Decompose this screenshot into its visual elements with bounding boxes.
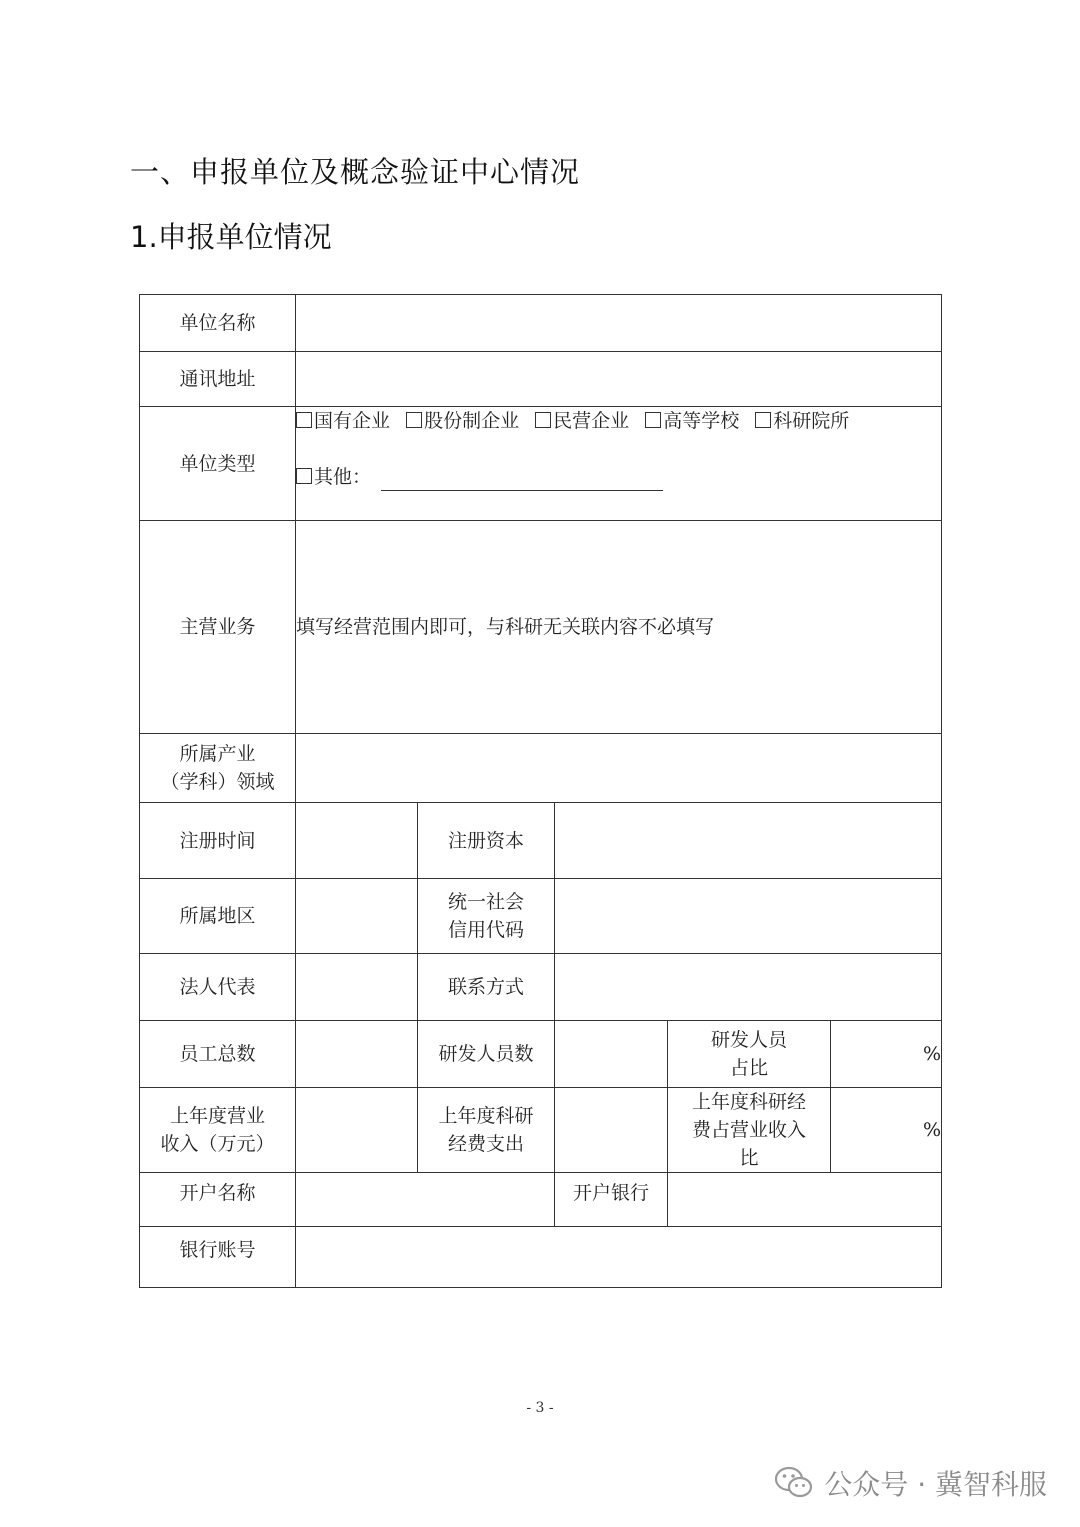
legal-rep-field[interactable] — [296, 954, 418, 1021]
checkbox-icon — [755, 412, 771, 428]
applicant-info-table — [139, 294, 942, 1288]
type-option-state-owned[interactable]: 国有企业 — [296, 410, 390, 432]
account-no-label: 银行账号 — [140, 1227, 296, 1288]
table-row — [140, 803, 942, 879]
other-type-blank[interactable] — [381, 468, 663, 491]
credit-code-field[interactable] — [555, 879, 942, 954]
account-no-field[interactable] — [296, 1227, 942, 1288]
account-name-label: 开户名称 — [140, 1173, 296, 1227]
account-name-field[interactable] — [296, 1173, 555, 1227]
table-row — [140, 1021, 942, 1088]
section-heading: 一、申报单位及概念验证中心情况 — [130, 155, 581, 189]
address-label: 通讯地址 — [140, 352, 296, 407]
region-field[interactable] — [296, 879, 418, 954]
staff-total-field[interactable] — [296, 1021, 418, 1088]
legal-rep-label: 法人代表 — [140, 954, 296, 1021]
reg-time-label: 注册时间 — [140, 803, 296, 879]
type-option-private[interactable]: 民营企业 — [535, 410, 629, 432]
staff-total-label: 员工总数 — [140, 1021, 296, 1088]
credit-code-label: 统一社会 信用代码 — [418, 879, 555, 954]
table-row — [140, 295, 942, 352]
region-label: 所属地区 — [140, 879, 296, 954]
type-option-joint-stock[interactable]: 股份制企业 — [406, 410, 519, 432]
type-option-university[interactable]: 高等学校 — [645, 410, 739, 432]
table-row — [140, 879, 942, 954]
table-row — [140, 407, 942, 521]
industry-field[interactable] — [296, 734, 942, 803]
rd-expense-field[interactable] — [555, 1088, 668, 1173]
rd-expense-ratio-label: 上年度科研经 费占营业收入 比 — [668, 1088, 831, 1173]
rd-expense-ratio-field[interactable]: % — [831, 1088, 942, 1173]
checkbox-icon — [535, 412, 551, 428]
checkbox-icon — [406, 412, 422, 428]
subsection-heading: 1.申报单位情况 — [130, 220, 332, 254]
contact-label: 联系方式 — [418, 954, 555, 1021]
reg-time-field[interactable] — [296, 803, 418, 879]
industry-label: 所属产业 （学科）领域 — [140, 734, 296, 803]
checkbox-icon — [645, 412, 661, 428]
type-option-research-institute[interactable]: 科研院所 — [755, 410, 849, 432]
revenue-field[interactable] — [296, 1088, 418, 1173]
bank-label: 开户银行 — [555, 1173, 668, 1227]
contact-field[interactable] — [555, 954, 942, 1021]
table-row — [140, 352, 942, 407]
checkbox-icon — [296, 412, 312, 428]
watermark-text: 公众号 · 冀智科服 — [824, 1468, 1047, 1501]
type-option-other[interactable]: 其他： — [296, 466, 371, 488]
unit-name-label: 单位名称 — [140, 295, 296, 352]
rd-expense-label: 上年度科研 经费支出 — [418, 1088, 555, 1173]
main-business-label: 主营业务 — [140, 521, 296, 734]
unit-name-field[interactable] — [296, 295, 942, 352]
table-row — [140, 734, 942, 803]
revenue-label: 上年度营业 收入（万元） — [140, 1088, 296, 1173]
rd-ratio-label: 研发人员 占比 — [668, 1021, 831, 1088]
reg-capital-field[interactable] — [555, 803, 942, 879]
unit-type-label: 单位类型 — [140, 407, 296, 521]
rd-staff-label: 研发人员数 — [418, 1021, 555, 1088]
table-row — [140, 1227, 942, 1288]
bank-field[interactable] — [668, 1173, 942, 1227]
reg-capital-label: 注册资本 — [418, 803, 555, 879]
table-row — [140, 521, 942, 734]
unit-type-options — [296, 407, 942, 521]
table-row — [140, 954, 942, 1021]
checkbox-icon — [296, 468, 312, 484]
wechat-icon — [774, 1466, 814, 1500]
main-business-field[interactable]: 填写经营范围内即可，与科研无关联内容不必填写 — [296, 521, 942, 734]
table-row — [140, 1173, 942, 1227]
watermark — [774, 1463, 1047, 1503]
page-number: - 3 - — [526, 1400, 554, 1416]
rd-staff-field[interactable] — [555, 1021, 668, 1088]
table-row — [140, 1088, 942, 1173]
rd-ratio-field[interactable]: % — [831, 1021, 942, 1088]
address-field[interactable] — [296, 352, 942, 407]
